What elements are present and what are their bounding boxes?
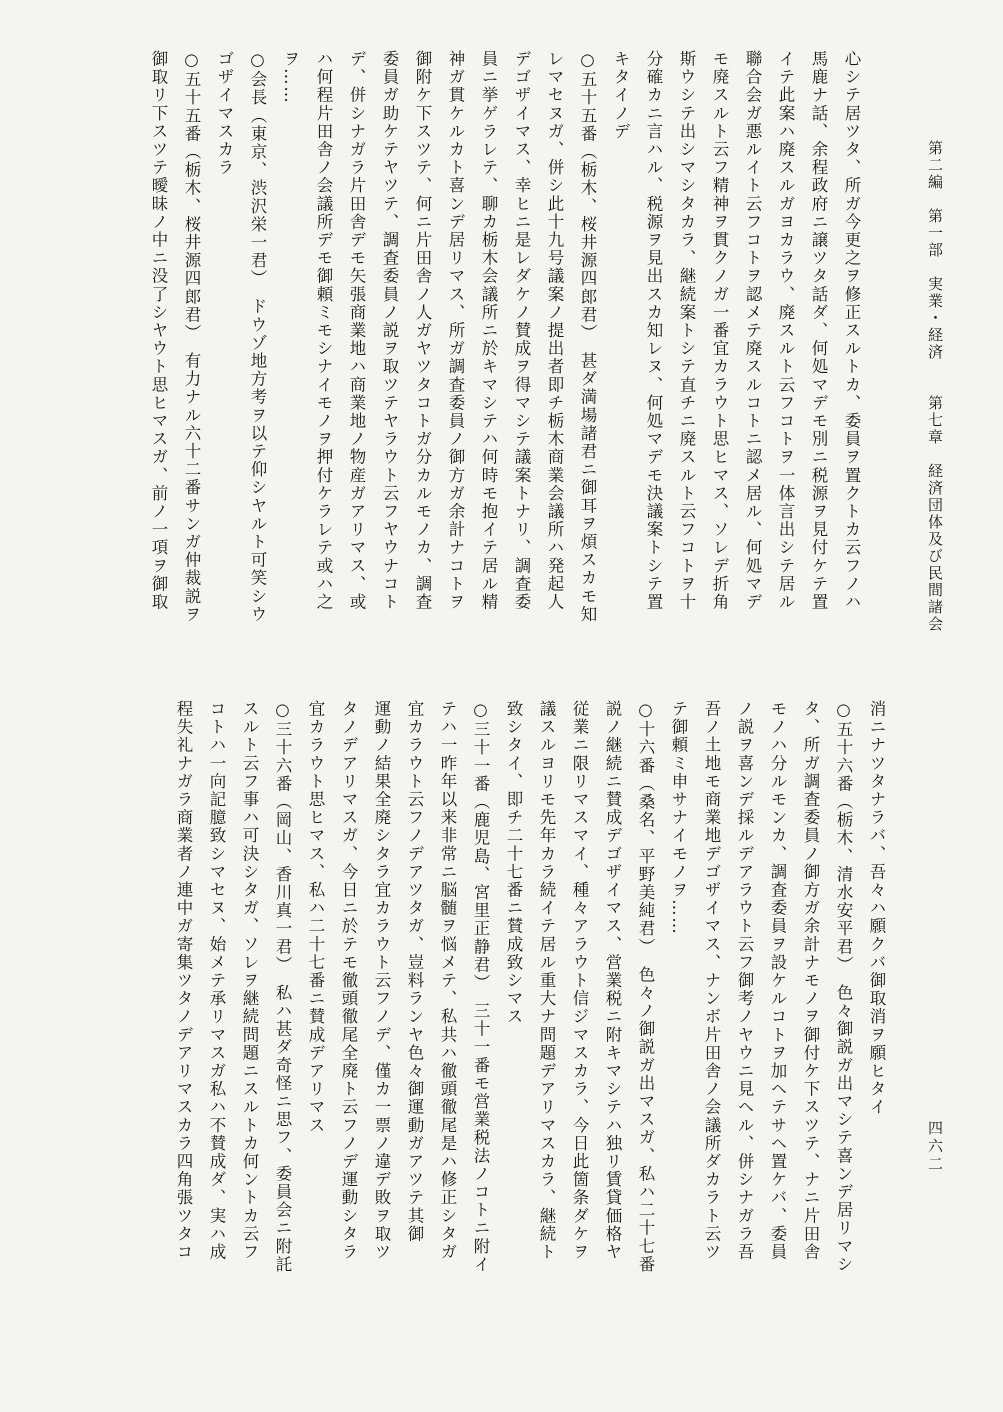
text-column: 致シタイ、即チ二十七番ニ賛成致シマス [504, 700, 523, 1026]
text-column: デ、併シナガラ片田舎デモ矢張商業地ハ商業地ノ物産ガアリマス、或 [347, 50, 366, 612]
text-column: テ御頼ミ申サナイモノヲ…… [669, 700, 688, 936]
text-column: 消ニナツタナラバ、吾々ハ願クバ御取消ヲ願ヒタイ [867, 700, 886, 1117]
text-column: 聯合会ガ悪ルイト云フコトヲ認メテ廃スルコトニ認メ居ル、何処マデ [743, 50, 762, 612]
page-number: 四六二 [926, 1120, 944, 1174]
text-column: 心シテ居ツタ、所ガ今更之ヲ修正スルトカ、委員ヲ置クトカ云フノハ [842, 50, 861, 612]
text-column: コトハ一向記臆致シマセヌ、始メテ承リマスガ私ハ不賛成ダ、実ハ成 [207, 700, 226, 1262]
running-header: 第二編 第一部 実業・経済 第七章 経済団体及び民間諸会 [926, 140, 944, 633]
text-column: 委員ガ助ケテヤツテ、調査委員ノ説ヲ取ツテヤラウト云フヤウナコト [380, 50, 399, 612]
bottom-text-block [167, 700, 893, 1340]
text-column: デゴザイマス、幸ヒニ是レダケノ賛成ヲ得マシテ議案トナリ、調査委 [512, 50, 531, 612]
text-column: 馬鹿ナ話、余程政府ニ譲ツタ話ダ、何処マデモ別ニ税源ヲ見付ケテ置 [809, 50, 828, 612]
text-column: タ、所ガ調査委員ノ御方ガ余計ナモノヲ御付ケ下スツテ、ナニ片田舎 [801, 700, 820, 1262]
text-column: 斯ウシテ出シマシタカラ、継続案トシテ直チニ廃スルト云フコトヲ十 [677, 50, 696, 612]
text-column: モ廃スルト云フ精神ヲ貫クノガ一番宜カラウト思ヒマス、ソレデ折角 [710, 50, 729, 612]
text-column: ○十六番（桑名、平野美純君） 色々ノ御説ガ出マスガ、私ハ二十七番 [636, 700, 655, 1274]
text-column: ○三十一番（鹿児島、宮里正静君） 三十一番モ営業税法ノコトニ附イ [471, 700, 490, 1274]
text-column: 宜カラウト思ヒマス、私ハ二十七番ニ賛成デアリマス [306, 700, 325, 1135]
text-column: 説ノ継続ニ賛成デゴザイマス、営業税ニ附キマシテハ独リ賃貸価格ヤ [603, 700, 622, 1262]
text-column: 議スルヨリモ先年カラ続イテ居ル重大ナ問題デアリマスカラ、継続ト [537, 700, 556, 1262]
top-text-block [142, 50, 868, 670]
text-column: ゴザイマスカラ [215, 50, 234, 177]
text-column: モノハ分ルモンカ、調査委員ヲ設ケルコトヲ加ヘテサヘ置ケバ、委員 [768, 700, 787, 1262]
text-column: キタイノデ [611, 50, 630, 141]
text-column: タノデアリマスガ、今日ニ於テモ徹頭徹尾全廃ト云フノデ運動シタラ [339, 700, 358, 1262]
text-column: イテ此案ハ廃スルガヨカラウ、廃スルト云フコトヲ一体言出シテ居ル [776, 50, 795, 612]
text-column: 神ガ貫ケルカト喜ンデ居リマス、所ガ調査委員ノ御方ガ余計ナコトヲ [446, 50, 465, 612]
text-column: ○五十五番（栃木、桜井源四郎君） 有力ナル六十二番サンガ仲裁説ヲ [182, 50, 201, 624]
text-column: ハ何程片田舎ノ会議所デモ御頼ミモシナイモノヲ押付ケラレテ或ハ之 [314, 50, 333, 612]
text-column: 従業ニ限リマスマイ、種々アラウト信ジマスカラ、今日此箇条ダケヲ [570, 700, 589, 1262]
text-column: スルト云フ事ハ可決シタガ、ソレヲ継続問題ニスルトカ何ントカ云フ [240, 700, 259, 1262]
text-column: レマセヌガ、併シ此十九号議案ノ提出者即チ栃木商業会議所ハ発起人 [545, 50, 564, 612]
text-column: 運動ノ結果全廃シタラ宜カラウト云フノデ、僅カ一票ノ違デ敗ヲ取ツ [372, 700, 391, 1262]
text-column: ○五十六番（栃木、清水安平君） 色々御説ガ出マシテ喜ンデ居リマシ [834, 700, 853, 1274]
text-column: 程失礼ナガラ商業者ノ連中ガ寄集ツタノデアリマスカラ四角張ツタコ [174, 700, 193, 1262]
text-column: テハ一昨年以来非常ニ脳髄ヲ悩メテ、私共ハ徹頭徹尾是ハ修正シタガ [438, 700, 457, 1262]
text-column: ノ説ヲ喜ンデ採ルデアラウト云フ御考ノヤウニ見ヘル、併シナガラ吾 [735, 700, 754, 1262]
text-column: 分確カニ言ハル、税源ヲ見出スカ知レヌ、何処マデモ決議案トシテ置 [644, 50, 663, 612]
text-column: ○三十六番（岡山、香川真一君） 私ハ甚ダ奇怪ニ思フ、委員会ニ附託 [273, 700, 292, 1274]
text-column: 員ニ挙ゲラレテ、聊カ栃木会議所ニ於キマシテハ何時モ抱イテ居ル精 [479, 50, 498, 612]
text-column: 御取リ下スツテ曖昧ノ中ニ没了シヤウト思ヒマスガ、前ノ一項ヲ御取 [149, 50, 168, 612]
text-column: ○会長（東京、渋沢栄一君） ドウゾ地方考ヲ以テ仰シヤルト可笑シウ [248, 50, 267, 624]
text-column: 御附ケ下スツテ、何ニ片田舎ノ人ガヤツタコトガ分カルモノカ、調査 [413, 50, 432, 612]
text-column: ヲ…… [281, 50, 300, 105]
text-column: ○五十五番（栃木、桜井源四郎君） 甚ダ満場諸君ニ御耳ヲ煩スカモ知 [578, 50, 597, 624]
text-column: 吾ノ土地モ商業地デゴザイマス、ナンボ片田舎ノ会議所ダカラト云ツ [702, 700, 721, 1262]
text-column: 宜カラウト云フノデアツタガ、豈料ランヤ色々御運動ガアツテ其御 [405, 700, 424, 1243]
